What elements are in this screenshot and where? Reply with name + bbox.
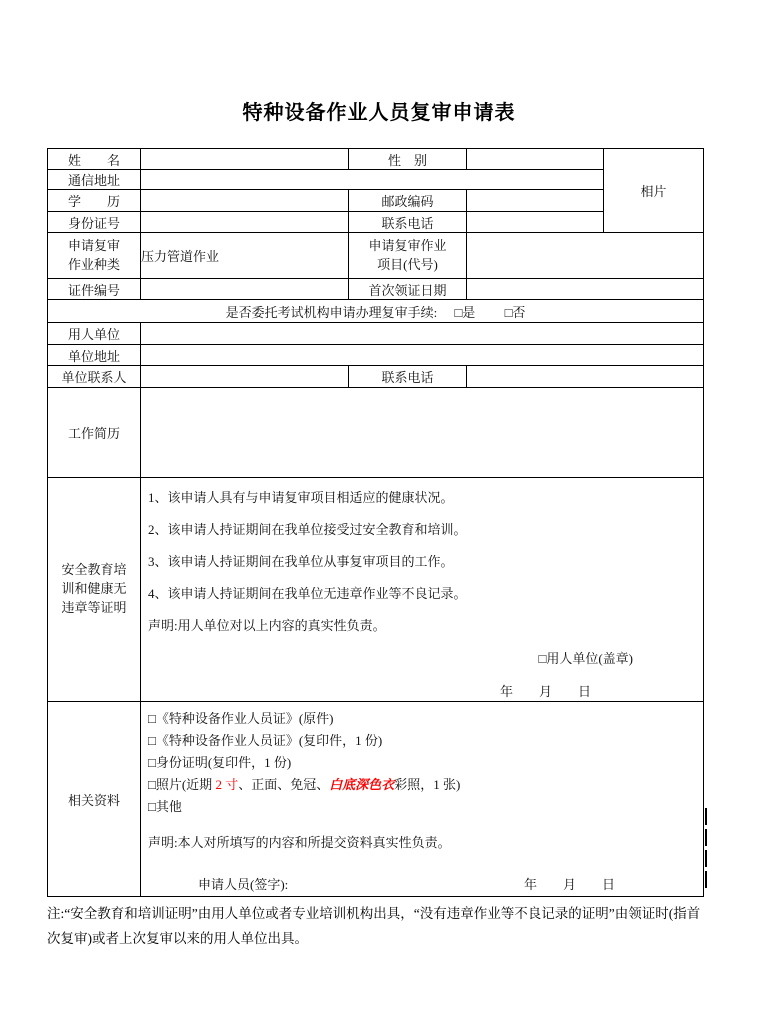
name-input-cell[interactable]	[141, 149, 349, 170]
employer-stamp-checkbox[interactable]: □用人单位(盖章)	[538, 651, 633, 666]
employer-phone-input-cell[interactable]	[467, 366, 704, 388]
materials-date-line: 年 月 日	[523, 877, 615, 892]
material-checkbox-photo[interactable]: □照片(近期 2 寸、正面、免冠、白底深色衣彩照，1 张)	[148, 777, 461, 792]
materials-statement: 声明:本人对所填写的内容和所提交资料真实性负责。	[148, 835, 451, 850]
review-type-value[interactable]: 压力管道作业	[141, 233, 349, 279]
applicant-signature-label[interactable]: 申请人员(签字):	[198, 877, 289, 892]
row-employer-contact	[48, 366, 704, 388]
postal-code-input-cell[interactable]	[467, 190, 604, 212]
row-related-materials	[48, 702, 704, 897]
first-issue-date-input-cell[interactable]	[467, 279, 704, 300]
employer-label: 用人单位	[48, 323, 141, 345]
scan-artifact-line	[705, 808, 707, 889]
photo-size-red-text: 2 寸	[215, 777, 239, 792]
delegation-yes-checkbox[interactable]: □是	[454, 304, 476, 320]
delegation-row	[48, 300, 704, 323]
signature-row	[148, 874, 703, 896]
education-input-cell[interactable]	[141, 190, 349, 212]
education-label: 学 历	[48, 190, 141, 212]
certificate-number-label: 证件编号	[48, 279, 141, 300]
row-safety-certification	[48, 478, 704, 702]
contact-phone-label: 联系电话	[349, 212, 467, 233]
safety-date-line: 年 月 日	[499, 684, 591, 699]
related-materials-content	[141, 702, 704, 897]
employer-input-cell[interactable]	[141, 323, 704, 345]
safety-item-1: 1、该申请人具有与申请复审项目相适应的健康状况。	[148, 490, 454, 505]
page-title: 特种设备作业人员复审申请表	[242, 102, 516, 124]
row-certificate	[48, 279, 704, 300]
postal-code-label: 邮政编码	[349, 190, 467, 212]
safety-certification-content	[141, 478, 704, 702]
gender-label: 性 别	[349, 149, 467, 170]
mailing-address-label: 通信地址	[48, 170, 141, 190]
footnote-text: “安全教育和培训证明”由用人单位或者专业培训机构出具，“没有违章作业等不良记录的证明”由领证时(指首次复审)或者上次复审以来的用人单位出具。	[47, 906, 701, 946]
row-employer-address	[48, 345, 704, 366]
row-work-history	[48, 388, 704, 478]
employer-contact-label: 单位联系人	[48, 366, 141, 388]
delegation-question: 是否委托考试机构申请办理复审手续:	[225, 304, 438, 320]
material-checkbox-copy[interactable]: □《特种设备作业人员证》(复印件，1 份)	[148, 733, 383, 748]
row-review-type	[48, 233, 704, 279]
row-name-gender	[48, 149, 704, 170]
employer-contact-input-cell[interactable]	[141, 366, 349, 388]
row-employer	[48, 323, 704, 345]
safety-statement: 声明:用人单位对以上内容的真实性负责。	[148, 618, 386, 633]
row-delegation	[48, 300, 704, 323]
mailing-address-input-cell[interactable]	[141, 170, 604, 190]
id-number-label: 身份证号	[48, 212, 141, 233]
footnote-prefix: 注:	[47, 906, 65, 921]
work-history-label: 工作简历	[48, 388, 141, 478]
review-project-label: 申请复审作业 项目(代号)	[349, 233, 467, 279]
safety-item-4: 4、该申请人持证期间在我单位无违章作业等不良记录。	[148, 586, 467, 601]
certificate-number-input-cell[interactable]	[141, 279, 349, 300]
photo-clothes-red-text: 白底深色衣	[329, 777, 395, 792]
employer-address-input-cell[interactable]	[141, 345, 704, 366]
material-checkbox-id-copy[interactable]: □身份证明(复印件，1 份)	[148, 755, 292, 770]
contact-phone-input-cell[interactable]	[467, 212, 604, 233]
review-project-input-cell[interactable]	[467, 233, 704, 279]
footnote	[47, 901, 713, 951]
safety-item-3: 3、该申请人持证期间在我单位从事复审项目的工作。	[148, 554, 454, 569]
first-issue-date-label: 首次领证日期	[349, 279, 467, 300]
employer-phone-label: 联系电话	[349, 366, 467, 388]
material-checkbox-other[interactable]: □其他	[148, 799, 182, 814]
employer-address-label: 单位地址	[48, 345, 141, 366]
id-number-input-cell[interactable]	[141, 212, 349, 233]
review-type-label: 申请复审 作业种类	[48, 233, 141, 279]
application-form-table	[47, 148, 704, 897]
name-label: 姓 名	[48, 149, 141, 170]
gender-input-cell[interactable]	[467, 149, 604, 170]
photo-box: 相片	[604, 149, 704, 233]
delegation-no-checkbox[interactable]: □否	[504, 304, 526, 320]
related-materials-label: 相关资料	[48, 702, 141, 897]
material-checkbox-original[interactable]: □《特种设备作业人员证》(原件)	[148, 711, 334, 726]
safety-item-2: 2、该申请人持证期间在我单位接受过安全教育和培训。	[148, 522, 467, 537]
work-history-input-cell[interactable]	[141, 388, 704, 478]
safety-certification-label: 安全教育培 训和健康无 违章等证明	[48, 478, 141, 702]
